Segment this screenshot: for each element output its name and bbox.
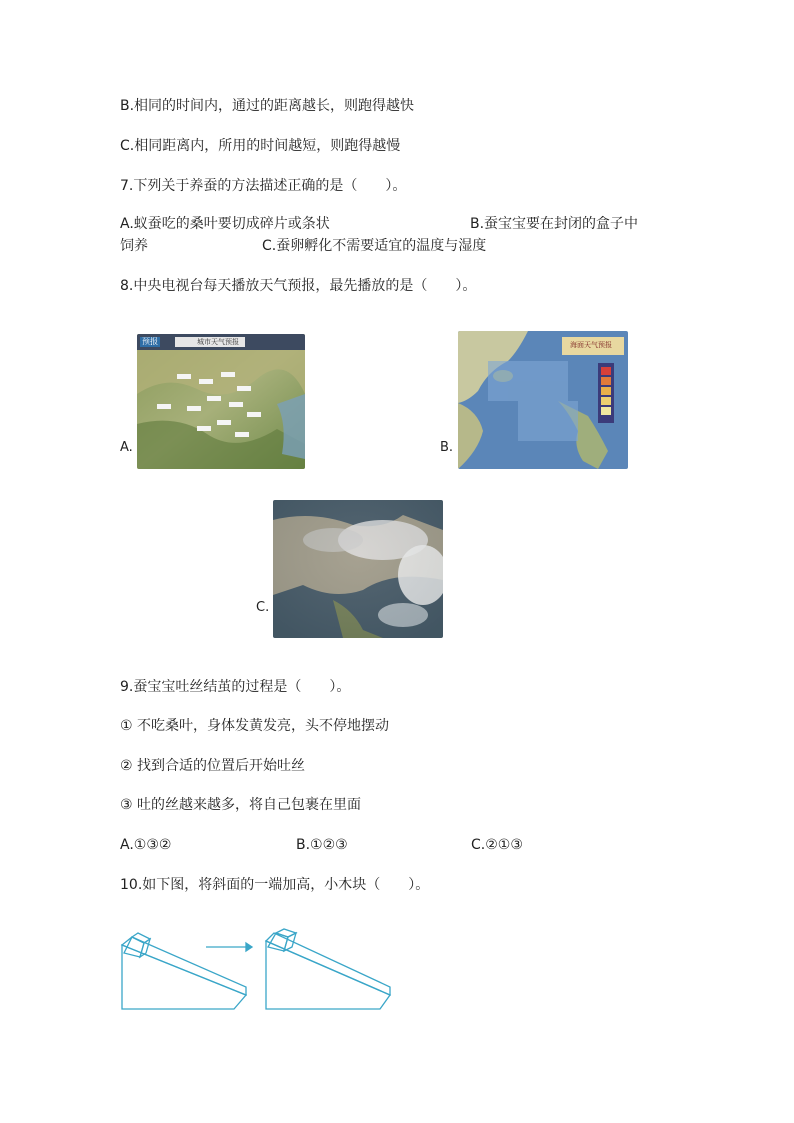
q7-stem: 7.下列关于养蚕的方法描述正确的是（ ）。 — [120, 178, 407, 194]
q7-option-b-continued: 饲养 — [120, 238, 148, 254]
arrow-icon — [206, 943, 252, 951]
q7-option-b: B.蚕宝宝要在封闭的盒子中 — [470, 216, 639, 232]
q6-option-b: B.相同的时间内，通过的距离越长，则跑得越快 — [120, 98, 415, 114]
q8-image-satellite-cloud — [273, 500, 443, 638]
q8-option-c-label: C. — [256, 600, 270, 615]
q6-option-c: C.相同距离内，所用的时间越短，则跑得越慢 — [120, 138, 401, 154]
q8-stem: 8.中央电视台每天播放天气预报，最先播放的是（ ）。 — [120, 278, 477, 294]
q9-step-3: ③ 吐的丝越来越多，将自己包裹在里面 — [120, 797, 361, 813]
q7-option-c: C.蚕卵孵化不需要适宜的温度与湿度 — [262, 238, 487, 254]
q8-option-b-label: B. — [440, 440, 454, 455]
q9-step-1: ① 不吃桑叶，身体发黄发亮，头不停地摆动 — [120, 718, 389, 734]
q9-step-2: ② 找到合适的位置后开始吐丝 — [120, 758, 306, 774]
q9-option-c: C.②①③ — [471, 837, 523, 853]
q8-image-b-title: 海面天气预报 — [570, 341, 612, 349]
q8-image-city-forecast — [137, 334, 305, 469]
q8-image-a-title: 城市天气预报 — [197, 338, 239, 346]
q8-image-sea-forecast — [458, 331, 628, 469]
q8-option-a-label: A. — [120, 440, 133, 455]
q10-incline-diagram — [118, 925, 398, 1015]
q9-option-b: B.①②③ — [296, 837, 348, 853]
q7-option-a: A.蚁蚕吃的桑叶要切成碎片或条状 — [120, 216, 330, 232]
incline-before — [122, 933, 246, 1009]
incline-after — [266, 929, 390, 1009]
q8-image-a-tag: 预报 — [142, 337, 158, 346]
q10-stem: 10.如下图，将斜面的一端加高，小木块（ ）。 — [120, 877, 430, 893]
q9-option-a: A.①③② — [120, 837, 172, 853]
q9-stem: 9.蚕宝宝吐丝结茧的过程是（ ）。 — [120, 679, 351, 695]
